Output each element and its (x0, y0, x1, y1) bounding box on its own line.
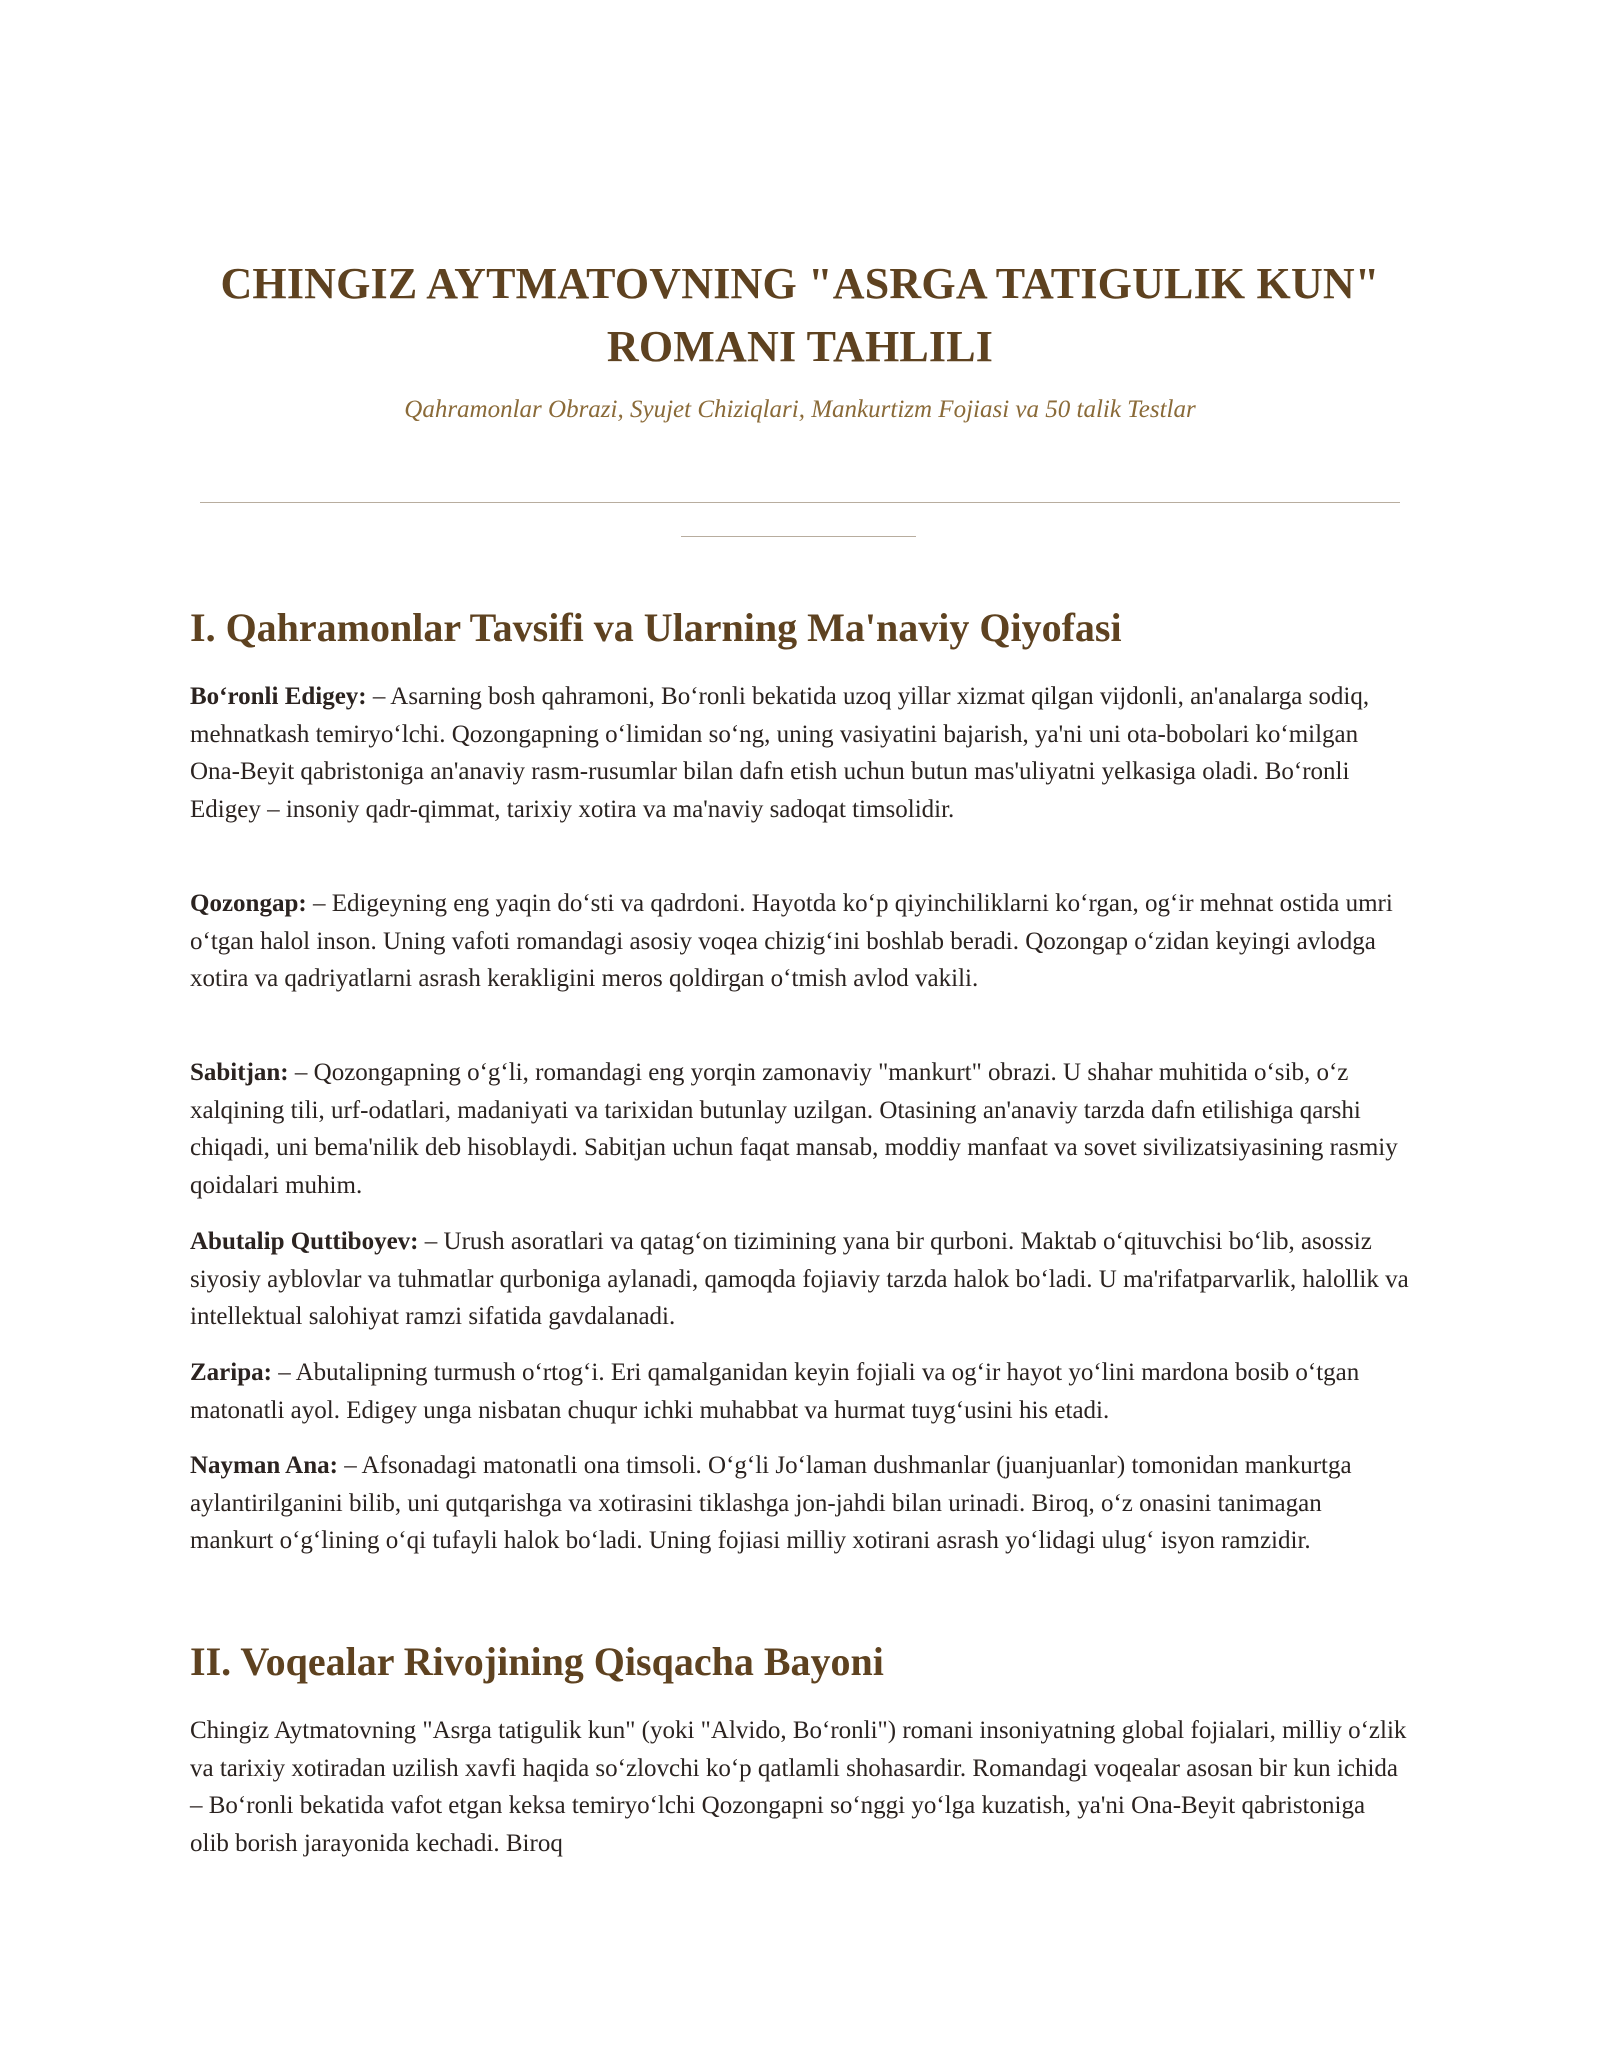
character-name: Bo‘ronli Edigey: (190, 683, 367, 710)
section-heading-1: I. Qahramonlar Tavsifi va Ularning Ma'naviy Qiyofasi (190, 605, 1122, 650)
character-paragraph (190, 1054, 1410, 1204)
character-name: Nayman Ana: (190, 1452, 338, 1479)
document-subtitle: Qahramonlar Obrazi, Syujet Chiziqlari, Mankurtizm Fojiasi va 50 talik Testlar (404, 396, 1196, 423)
character-description: – Afsonadagi matonatli ona timsoli. O‘g‘li Jo‘laman dushmanlar (juanjuanlar) tomonidan mankurtga aylantirilganini bilib, uni qutqarishga va xotirasini tiklashga jon-jahdi bilan urinadi. Biroq, o‘z onasini tanimagan mankurt o‘g‘lining o‘qi tufayli halok bo‘ladi. Uning fojiasi milliy xotirani asrash yo‘lidagi ulug‘ isyon ramzidir. (190, 1452, 1352, 1554)
character-paragraph (190, 678, 1410, 828)
character-description: – Urush asoratlari va qatag‘on tizimining yana bir qurboni. Maktab o‘qituvchisi bo‘lib, asossiz siyosiy ayblovlar va tuhmatlar qurboniga aylanadi, qamoqda fojiaviy tarzda halok bo‘ladi. U ma'rifatparvarlik, halollik va intellektual salohiyat ramzi sifatida gavdalanadi. (190, 1228, 1409, 1330)
character-name: Sabitjan: (190, 1059, 289, 1086)
character-paragraph (190, 1447, 1410, 1560)
document-page (190, 0, 1410, 1857)
document-title: CHINGIZ AYTMATOVNING "ASRGA TATIGULIK KUN" ROMANI TAHLILI (220, 259, 1380, 371)
character-description: – Asarning bosh qahramoni, Bo‘ronli bekatida uzoq yillar xizmat qilgan vijdonli, an'analarga sodiq, mehnatkash temiryo‘lchi. Qozongapning o‘limidan so‘ng, uning vasiyatini bajarish, ya'ni uni ota-bobolari ko‘milgan Ona-Beyit qabristoniga an'anaviy rasm-rusumlar bilan dafn etish uchun butun mas'uliyatni yelkasiga oladi. Bo‘ronli Edigey – insoniy qadr-qimmat, tarixiy xotira va ma'naviy sadoqat timsolidir. (190, 683, 1370, 823)
character-description: – Abutalipning turmush o‘rtog‘i. Eri qamalganidan keyin fojiali va og‘ir hayot yo‘lini mardona bosib o‘tgan matonatli ayol. Edigey unga nisbatan chuqur ichki muhabbat va hurmat tuyg‘usini his etadi. (190, 1359, 1360, 1424)
section-heading-2: II. Voqealar Rivojining Qisqacha Bayoni (190, 1639, 884, 1684)
character-name: Abutalip Quttiboyev: (190, 1228, 419, 1255)
character-name: Zaripa: (190, 1359, 272, 1386)
body-paragraph: Chingiz Aytmatovning "Asrga tatigulik kun" (yoki "Alvido, Bo‘ronli") romani insoniyatning global fojialari, milliy o‘zlik va tarixiy xotiradan uzilish xavfi haqida so‘zlovchi ko‘p qatlamli shohasardir. Romandagi voqealar asosan bir kun ichida – Bo‘ronli bekatida vafot etgan keksa temiryo‘lchi Qozongapni so‘nggi yo‘lga kuzatish, ya'ni Ona-Beyit qabristoniga olib borish jarayonida kechadi. Biroq (190, 1717, 1407, 1857)
divider-short (681, 536, 916, 537)
character-paragraph (190, 885, 1410, 998)
character-description: – Qozongapning o‘g‘li, romandagi eng yorqin zamonaviy "mankurt" obrazi. U shahar muhitida o‘sib, o‘z xalqining tili, urf-odatlari, madaniyati va tarixidan butunlay uzilgan. Otasining an'anaviy tarzda dafn etilishiga qarshi chiqadi, uni bema'nilik deb hisoblaydi. Sabitjan uchun faqat mansab, moddiy manfaat va sovet sivilizatsiyasining rasmiy qoidalari muhim. (190, 1059, 1398, 1199)
character-paragraph (190, 1223, 1410, 1336)
character-description: – Edigeyning eng yaqin do‘sti va qadrdoni. Hayotda ko‘p qiyinchiliklarni ko‘rgan, og‘ir mehnat ostida umri o‘tgan halol inson. Uning vafoti romandagi asosiy voqea chizig‘ini boshlab beradi. Qozongap o‘zidan keyingi avlodga xotira va qadriyatlarni asrash kerakligini meros qoldirgan o‘tmish avlod vakili. (190, 890, 1393, 992)
character-name: Qozongap: (190, 890, 307, 917)
divider-long (200, 502, 1400, 503)
character-paragraph (190, 1354, 1410, 1429)
